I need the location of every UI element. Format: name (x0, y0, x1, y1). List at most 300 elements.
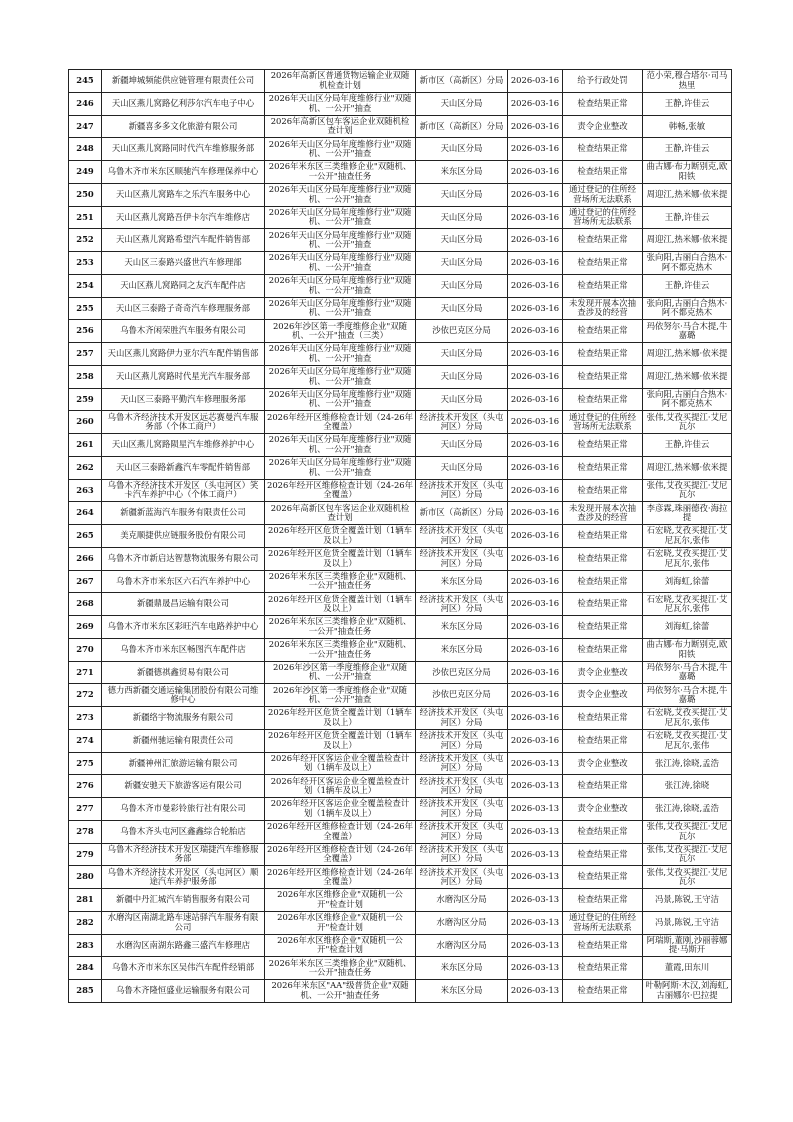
inspection-plan-cell: 2026年天山区分局年度维修行业"双随机、一公开"抽查 (265, 388, 416, 411)
department-cell: 经济技术开发区（头屯河区）分局 (416, 843, 508, 866)
inspection-date-cell: 2026-03-13 (508, 843, 563, 866)
inspection-date-cell: 2026-03-16 (508, 183, 563, 206)
table-row (69, 479, 732, 502)
inspectors-cell: 张伟,艾孜买提江·艾尼瓦尔 (643, 843, 732, 866)
inspectors-cell: 刘海虹,徐蕾 (643, 616, 732, 639)
inspectors-cell: 张伟,艾孜买提江·艾尼瓦尔 (643, 820, 732, 843)
table-row (69, 980, 732, 1003)
enterprise-name-cell: 天山区三泰路兴盛世汽车修理部 (102, 252, 265, 275)
inspection-plan-cell: 2026年经开区危货全覆盖计划（1辆车及以上） (265, 547, 416, 570)
inspection-date-cell: 2026-03-16 (508, 92, 563, 115)
inspectors-cell: 王静,许佳云 (643, 434, 732, 457)
inspection-result-cell: 给予行政处罚 (563, 70, 643, 93)
row-number-cell: 249 (69, 161, 102, 184)
enterprise-name-cell: 乌鲁木齐市米东区六石汽车养护中心 (102, 570, 265, 593)
enterprise-name-cell: 乌鲁木齐市米东区畅图汽车配件店 (102, 638, 265, 661)
row-number-cell: 270 (69, 638, 102, 661)
inspection-plan-cell: 2026年米东区三类维修企业"双随机、一公开"抽查任务 (265, 957, 416, 980)
enterprise-name-cell: 天山区燕儿窝路同之友汽车配件店 (102, 274, 265, 297)
inspection-date-cell: 2026-03-13 (508, 775, 563, 798)
department-cell: 天山区分局 (416, 183, 508, 206)
inspection-result-cell: 检查结果正常 (563, 570, 643, 593)
inspection-date-cell: 2026-03-16 (508, 707, 563, 730)
inspection-plan-cell: 2026年天山区分局年度维修行业"双随机、一公开"抽查 (265, 434, 416, 457)
enterprise-name-cell: 乌鲁木齐隆恒盛业运输服务有限公司 (102, 980, 265, 1003)
department-cell: 米东区分局 (416, 980, 508, 1003)
inspection-date-cell: 2026-03-16 (508, 229, 563, 252)
row-number-cell: 256 (69, 320, 102, 343)
department-cell: 经济技术开发区（头屯河区）分局 (416, 866, 508, 889)
inspection-plan-cell: 2026年米东区三类维修企业"双随机、一公开"抽查任务 (265, 570, 416, 593)
inspection-result-cell: 未发现开展本次抽查涉及的经营 (563, 297, 643, 320)
inspection-plan-cell: 2026年经开区客运企业全覆盖检查计划（1辆车及以上） (265, 775, 416, 798)
inspectors-cell: 冯景,陈锐,王守洁 (643, 889, 732, 912)
inspection-result-cell: 责令企业整改 (563, 684, 643, 707)
enterprise-name-cell: 乌鲁木齐经济技术开发区远芯赛曼汽车服务部（个体工商户） (102, 411, 265, 434)
inspection-plan-cell: 2026年经开区危货全覆盖计划（1辆车及以上） (265, 593, 416, 616)
row-number-cell: 248 (69, 138, 102, 161)
department-cell: 经济技术开发区（头屯河区）分局 (416, 707, 508, 730)
department-cell: 天山区分局 (416, 434, 508, 457)
inspection-date-cell: 2026-03-16 (508, 638, 563, 661)
enterprise-name-cell: 新疆喜多多文化旅游有限公司 (102, 115, 265, 138)
table-row (69, 388, 732, 411)
enterprise-name-cell: 乌鲁木齐经济技术开发区瑞捷汽车维修服务部 (102, 843, 265, 866)
inspectors-cell: 张江涛,徐晓,孟浩 (643, 752, 732, 775)
inspection-plan-cell: 2026年经开区危货全覆盖计划（1辆车及以上） (265, 525, 416, 548)
row-number-cell: 254 (69, 274, 102, 297)
enterprise-name-cell: 水磨沟区南湖东路鑫三盛汽车修理店 (102, 934, 265, 957)
table-row (69, 411, 732, 434)
inspection-result-cell: 检查结果正常 (563, 525, 643, 548)
inspection-result-cell: 责令企业整改 (563, 752, 643, 775)
inspectors-cell: 王静,许佳云 (643, 274, 732, 297)
inspection-result-cell: 检查结果正常 (563, 456, 643, 479)
row-number-cell: 268 (69, 593, 102, 616)
inspection-result-cell: 检查结果正常 (563, 957, 643, 980)
inspectors-cell: 张伟,艾孜买提江·艾尼瓦尔 (643, 866, 732, 889)
row-number-cell: 274 (69, 729, 102, 752)
department-cell: 经济技术开发区（头屯河区）分局 (416, 479, 508, 502)
inspectors-cell: 石宏晓,艾孜买提江·艾尼瓦尔,张伟 (643, 593, 732, 616)
inspection-result-cell: 检查结果正常 (563, 365, 643, 388)
inspection-result-cell: 检查结果正常 (563, 866, 643, 889)
table-row (69, 570, 732, 593)
inspection-result-cell: 检查结果正常 (563, 320, 643, 343)
inspectors-cell: 周迎江,热米娜·依米提 (643, 456, 732, 479)
inspection-plan-cell: 2026年天山区分局年度维修行业"双随机、一公开"抽查 (265, 456, 416, 479)
row-number-cell: 245 (69, 70, 102, 93)
inspection-plan-cell: 2026年天山区分局年度维修行业"双随机、一公开"抽查 (265, 343, 416, 366)
inspection-plan-cell: 2026年高新区包车客运企业双随机检查计划 (265, 502, 416, 525)
table-row (69, 729, 732, 752)
department-cell: 经济技术开发区（头屯河区）分局 (416, 729, 508, 752)
inspection-date-cell: 2026-03-16 (508, 161, 563, 184)
inspection-plan-cell: 2026年米东区三类维修企业"双随机、一公开"抽查任务 (265, 616, 416, 639)
inspection-date-cell: 2026-03-16 (508, 525, 563, 548)
enterprise-name-cell: 新疆中丹汇城汽车销售服务有限公司 (102, 889, 265, 912)
enterprise-name-cell: 乌鲁木齐市曼彩铃旅行社有限公司 (102, 798, 265, 821)
table-row (69, 206, 732, 229)
inspection-date-cell: 2026-03-13 (508, 980, 563, 1003)
inspection-result-cell: 检查结果正常 (563, 616, 643, 639)
inspection-plan-cell: 2026年水区维修企业"双随机一公开"检查计划 (265, 934, 416, 957)
enterprise-name-cell: 德力西新疆交通运输集团股份有限公司维修中心 (102, 684, 265, 707)
enterprise-name-cell: 天山区三泰路平勤汽车修理服务部 (102, 388, 265, 411)
enterprise-name-cell: 水磨沟区南湖北路车速站驿汽车服务有限公司 (102, 911, 265, 934)
inspection-plan-cell: 2026年天山区分局年度维修行业"双随机、一公开"抽查 (265, 92, 416, 115)
row-number-cell: 250 (69, 183, 102, 206)
enterprise-name-cell: 天山区燕儿窝路吾伊卡尔汽车维修店 (102, 206, 265, 229)
inspection-date-cell: 2026-03-16 (508, 479, 563, 502)
row-number-cell: 271 (69, 661, 102, 684)
inspectors-cell: 张向阳,古丽白合热木·阿不都克热木 (643, 388, 732, 411)
inspection-result-cell: 通过登记的住所经营场所无法联系 (563, 411, 643, 434)
department-cell: 经济技术开发区（头屯河区）分局 (416, 547, 508, 570)
enterprise-name-cell: 乌鲁木齐头屯河区鑫鑫综合轮胎店 (102, 820, 265, 843)
enterprise-name-cell: 天山区燕儿窝路希望汽车配件销售部 (102, 229, 265, 252)
inspection-plan-cell: 2026年水区维修企业"双随机一公开"检查计划 (265, 911, 416, 934)
row-number-cell: 247 (69, 115, 102, 138)
table-row (69, 820, 732, 843)
inspectors-cell: 张伟,艾孜买提江·艾尼瓦尔 (643, 479, 732, 502)
row-number-cell: 258 (69, 365, 102, 388)
inspection-result-cell: 检查结果正常 (563, 547, 643, 570)
enterprise-name-cell: 天山区三泰路子奇奇汽车修理服务部 (102, 297, 265, 320)
table-row (69, 593, 732, 616)
inspection-result-cell: 责令企业整改 (563, 798, 643, 821)
row-number-cell: 281 (69, 889, 102, 912)
inspection-plan-cell: 2026年天山区分局年度维修行业"双随机、一公开"抽查 (265, 365, 416, 388)
inspection-date-cell: 2026-03-16 (508, 456, 563, 479)
inspection-date-cell: 2026-03-13 (508, 798, 563, 821)
inspection-result-cell: 检查结果正常 (563, 92, 643, 115)
inspection-result-cell: 检查结果正常 (563, 729, 643, 752)
table-row (69, 320, 732, 343)
inspection-date-cell: 2026-03-16 (508, 502, 563, 525)
inspection-date-cell: 2026-03-16 (508, 434, 563, 457)
row-number-cell: 257 (69, 343, 102, 366)
table-row (69, 183, 732, 206)
inspection-plan-cell: 2026年经开区维修检查计划（24-26年全覆盖） (265, 843, 416, 866)
inspectors-cell: 周迎江,热米娜·依米提 (643, 229, 732, 252)
inspection-result-cell: 责令企业整改 (563, 661, 643, 684)
inspectors-cell: 张伟,艾孜买提江·艾尼瓦尔 (643, 411, 732, 434)
inspectors-cell: 周迎江,热米娜·依米提 (643, 365, 732, 388)
row-number-cell: 267 (69, 570, 102, 593)
inspection-date-cell: 2026-03-16 (508, 661, 563, 684)
table-row (69, 274, 732, 297)
department-cell: 经济技术开发区（头屯河区）分局 (416, 525, 508, 548)
enterprise-name-cell: 新疆德祺鑫贸易有限公司 (102, 661, 265, 684)
row-number-cell: 261 (69, 434, 102, 457)
department-cell: 天山区分局 (416, 229, 508, 252)
row-number-cell: 251 (69, 206, 102, 229)
inspection-result-cell: 检查结果正常 (563, 274, 643, 297)
table-row (69, 707, 732, 730)
inspection-plan-cell: 2026年经开区维修检查计划（24-26年全覆盖） (265, 411, 416, 434)
department-cell: 米东区分局 (416, 616, 508, 639)
table-row (69, 934, 732, 957)
inspectors-cell: 叶勒阿斯·木汉,刘海虹,古丽娜尔·巴拉提 (643, 980, 732, 1003)
department-cell: 沙依巴克区分局 (416, 684, 508, 707)
enterprise-name-cell: 天山区燕儿窝路时代星光汽车服务部 (102, 365, 265, 388)
row-number-cell: 260 (69, 411, 102, 434)
inspection-result-cell: 检查结果正常 (563, 343, 643, 366)
inspection-date-cell: 2026-03-13 (508, 889, 563, 912)
department-cell: 米东区分局 (416, 957, 508, 980)
inspection-plan-cell: 2026年经开区客运企业全覆盖检查计划（1辆车及以上） (265, 752, 416, 775)
inspectors-cell: 李彦霖,珠丽德孜·海拉提 (643, 502, 732, 525)
inspectors-cell: 玛依努尔·马合木提,牛嘉璐 (643, 684, 732, 707)
row-number-cell: 252 (69, 229, 102, 252)
table-row (69, 889, 732, 912)
table-row (69, 684, 732, 707)
inspection-plan-cell: 2026年经开区危货全覆盖计划（1辆车及以上） (265, 729, 416, 752)
inspectors-cell: 石宏晓,艾孜买提江·艾尼瓦尔,张伟 (643, 729, 732, 752)
inspection-result-cell: 通过登记的住所经营场所无法联系 (563, 183, 643, 206)
enterprise-name-cell: 天山区燕儿窝路车之乐汽车服务中心 (102, 183, 265, 206)
enterprise-name-cell: 新疆坤城频能供应链管理有限责任公司 (102, 70, 265, 93)
table-row (69, 775, 732, 798)
row-number-cell: 262 (69, 456, 102, 479)
row-number-cell: 269 (69, 616, 102, 639)
inspection-plan-cell: 2026年沙区第一季度维修企业"双随机、一公开"抽查 (265, 661, 416, 684)
inspectors-cell: 王静,许佳云 (643, 138, 732, 161)
row-number-cell: 278 (69, 820, 102, 843)
inspectors-cell: 玛依努尔·马合木提,牛嘉璐 (643, 661, 732, 684)
inspection-result-cell: 通过登记的住所经营场所无法联系 (563, 206, 643, 229)
inspection-plan-cell: 2026年经开区维修检查计划（24-26年全覆盖） (265, 479, 416, 502)
enterprise-name-cell: 乌鲁木齐经济技术开发区（头屯河区）笑卡汽车养护中心（个体工商户） (102, 479, 265, 502)
inspection-plan-cell: 2026年高新区普通货物运输企业双随机检查计划 (265, 70, 416, 93)
department-cell: 天山区分局 (416, 252, 508, 275)
inspection-result-cell: 检查结果正常 (563, 707, 643, 730)
inspection-result-cell: 检查结果正常 (563, 479, 643, 502)
inspectors-cell: 石宏晓,艾孜买提江·艾尼瓦尔,张伟 (643, 547, 732, 570)
inspection-plan-cell: 2026年天山区分局年度维修行业"双随机、一公开"抽查 (265, 297, 416, 320)
inspection-plan-cell: 2026年经开区维修检查计划（24-26年全覆盖） (265, 866, 416, 889)
table-row (69, 911, 732, 934)
inspection-result-cell: 检查结果正常 (563, 820, 643, 843)
enterprise-name-cell: 新疆络宇物流服务有限公司 (102, 707, 265, 730)
inspectors-cell: 石宏晓,艾孜买提江·艾尼瓦尔,张伟 (643, 525, 732, 548)
department-cell: 天山区分局 (416, 388, 508, 411)
row-number-cell: 282 (69, 911, 102, 934)
department-cell: 米东区分局 (416, 161, 508, 184)
inspection-date-cell: 2026-03-16 (508, 729, 563, 752)
inspection-date-cell: 2026-03-16 (508, 411, 563, 434)
inspection-date-cell: 2026-03-16 (508, 547, 563, 570)
inspectors-cell: 范小荣,穆合塔尔·司马热里 (643, 70, 732, 93)
row-number-cell: 263 (69, 479, 102, 502)
row-number-cell: 280 (69, 866, 102, 889)
row-number-cell: 272 (69, 684, 102, 707)
inspection-date-cell: 2026-03-16 (508, 616, 563, 639)
row-number-cell: 259 (69, 388, 102, 411)
department-cell: 水磨沟区分局 (416, 934, 508, 957)
department-cell: 天山区分局 (416, 138, 508, 161)
inspection-plan-cell: 2026年天山区分局年度维修行业"双随机、一公开"抽查 (265, 183, 416, 206)
department-cell: 经济技术开发区（头屯河区）分局 (416, 798, 508, 821)
inspection-result-cell: 检查结果正常 (563, 843, 643, 866)
enterprise-name-cell: 天山区燕儿窝路伊力亚尔汽车配件销售部 (102, 343, 265, 366)
inspection-result-cell: 检查结果正常 (563, 934, 643, 957)
inspection-result-cell: 检查结果正常 (563, 980, 643, 1003)
inspectors-cell: 阿瑞斯,董刚,沙丽蓉娜提·马斯开 (643, 934, 732, 957)
inspection-plan-cell: 2026年沙区第一季度维修企业"双随机、一公开"抽查 (265, 684, 416, 707)
inspection-plan-cell: 2026年天山区分局年度维修行业"双随机、一公开"抽查 (265, 229, 416, 252)
inspection-date-cell: 2026-03-13 (508, 866, 563, 889)
inspection-date-cell: 2026-03-16 (508, 365, 563, 388)
enterprise-name-cell: 新疆州驰运输有限责任公司 (102, 729, 265, 752)
inspection-plan-cell: 2026年经开区客运企业全覆盖检查计划（1辆车及以上） (265, 798, 416, 821)
enterprise-name-cell: 乌鲁木齐市米东区彩旺汽车电路养护中心 (102, 616, 265, 639)
table-row (69, 297, 732, 320)
department-cell: 米东区分局 (416, 570, 508, 593)
inspectors-cell: 周迎江,热米娜·依米提 (643, 183, 732, 206)
inspectors-cell: 张江涛,徐晓 (643, 775, 732, 798)
enterprise-name-cell: 乌鲁木齐经济技术开发区（头屯河区）顺途汽车养护服务部 (102, 866, 265, 889)
enterprise-name-cell: 乌鲁木齐市米东区吴伟汽车配件经销部 (102, 957, 265, 980)
inspectors-cell: 周迎江,热米娜·依米提 (643, 343, 732, 366)
department-cell: 天山区分局 (416, 206, 508, 229)
table-row (69, 661, 732, 684)
enterprise-name-cell: 乌鲁木齐闲荣胜汽车服务有限公司 (102, 320, 265, 343)
row-number-cell: 273 (69, 707, 102, 730)
department-cell: 沙依巴克区分局 (416, 320, 508, 343)
enterprise-name-cell: 乌鲁木齐市米东区顺驰汽车修理保养中心 (102, 161, 265, 184)
inspection-plan-cell: 2026年水区维修企业"双随机一公开"检查计划 (265, 889, 416, 912)
row-number-cell: 275 (69, 752, 102, 775)
enterprise-name-cell: 新疆新蓝海汽车服务有限责任公司 (102, 502, 265, 525)
inspection-plan-cell: 2026年天山区分局年度维修行业"双随机、一公开"抽查 (265, 274, 416, 297)
inspectors-cell: 曲古娜·布力断别克,欧阳铁 (643, 638, 732, 661)
inspection-result-cell: 检查结果正常 (563, 889, 643, 912)
inspection-date-cell: 2026-03-16 (508, 570, 563, 593)
inspection-result-cell: 检查结果正常 (563, 138, 643, 161)
department-cell: 经济技术开发区（头屯河区）分局 (416, 593, 508, 616)
department-cell: 天山区分局 (416, 297, 508, 320)
inspection-date-cell: 2026-03-13 (508, 934, 563, 957)
inspection-plan-cell: 2026年经开区维修检查计划（24-26年全覆盖） (265, 820, 416, 843)
department-cell: 天山区分局 (416, 365, 508, 388)
department-cell: 经济技术开发区（头屯河区）分局 (416, 752, 508, 775)
inspection-date-cell: 2026-03-16 (508, 274, 563, 297)
inspectors-cell: 玛依努尔·马合木提,牛嘉璐 (643, 320, 732, 343)
inspection-plan-cell: 2026年天山区分局年度维修行业"双随机、一公开"抽查 (265, 252, 416, 275)
inspectors-cell: 张向阳,古丽白合热木·阿不都克热木 (643, 297, 732, 320)
inspection-date-cell: 2026-03-16 (508, 297, 563, 320)
department-cell: 沙依巴克区分局 (416, 661, 508, 684)
department-cell: 天山区分局 (416, 92, 508, 115)
table-row (69, 252, 732, 275)
inspection-result-cell: 通过登记的住所经营场所无法联系 (563, 911, 643, 934)
table-row (69, 547, 732, 570)
inspection-plan-cell: 2026年经开区危货全覆盖计划（1辆车及以上） (265, 707, 416, 730)
row-number-cell: 264 (69, 502, 102, 525)
table-row (69, 843, 732, 866)
enterprise-name-cell: 天山区燕儿窝路陨星汽车维修养护中心 (102, 434, 265, 457)
inspection-result-cell: 责令企业整改 (563, 115, 643, 138)
inspection-date-cell: 2026-03-16 (508, 252, 563, 275)
inspection-date-cell: 2026-03-13 (508, 957, 563, 980)
inspectors-cell: 董霞,田东川 (643, 957, 732, 980)
enterprise-name-cell: 新疆神州汇旅游运输有限公司 (102, 752, 265, 775)
inspection-date-cell: 2026-03-16 (508, 343, 563, 366)
enterprise-name-cell: 新疆鼎晟昌运输有限公司 (102, 593, 265, 616)
row-number-cell: 276 (69, 775, 102, 798)
enterprise-name-cell: 乌鲁木齐市新启达智慧物流服务有限公司 (102, 547, 265, 570)
row-number-cell: 284 (69, 957, 102, 980)
enterprise-name-cell: 天山区燕儿窝路同时代汽车维修服务部 (102, 138, 265, 161)
inspection-plan-cell: 2026年米东区三类维修企业"双随机、一公开"抽查任务 (265, 638, 416, 661)
table-row (69, 752, 732, 775)
inspection-result-cell: 检查结果正常 (563, 775, 643, 798)
enterprise-name-cell: 天山区燕儿窝路亿利莎尔汽车电子中心 (102, 92, 265, 115)
department-cell: 水磨沟区分局 (416, 911, 508, 934)
department-cell: 米东区分局 (416, 638, 508, 661)
inspection-date-cell: 2026-03-16 (508, 70, 563, 93)
inspection-date-cell: 2026-03-16 (508, 206, 563, 229)
inspection-date-cell: 2026-03-13 (508, 752, 563, 775)
table-row (69, 229, 732, 252)
inspection-plan-cell: 2026年高新区包车客运企业双随机检查计划 (265, 115, 416, 138)
inspectors-cell: 张向阳,古丽白合热木·阿不都克热木 (643, 252, 732, 275)
department-cell: 经济技术开发区（头屯河区）分局 (416, 775, 508, 798)
inspectors-cell: 韩畅,张敏 (643, 115, 732, 138)
inspectors-cell: 张江涛,徐晓,孟浩 (643, 798, 732, 821)
table-row (69, 502, 732, 525)
inspectors-cell: 王静,许佳云 (643, 206, 732, 229)
table-row (69, 365, 732, 388)
table-row (69, 616, 732, 639)
row-number-cell: 255 (69, 297, 102, 320)
row-number-cell: 253 (69, 252, 102, 275)
inspection-result-cell: 检查结果正常 (563, 229, 643, 252)
inspection-plan-cell: 2026年米东区"AA"级普货企业"双随机、一公开"抽查任务 (265, 980, 416, 1003)
inspection-date-cell: 2026-03-16 (508, 115, 563, 138)
inspectors-cell: 王静,许佳云 (643, 92, 732, 115)
row-number-cell: 285 (69, 980, 102, 1003)
inspection-result-cell: 检查结果正常 (563, 252, 643, 275)
row-number-cell: 266 (69, 547, 102, 570)
table-row (69, 138, 732, 161)
inspection-results-table (68, 69, 732, 1003)
department-cell: 经济技术开发区（头屯河区）分局 (416, 820, 508, 843)
table-row (69, 161, 732, 184)
inspection-date-cell: 2026-03-16 (508, 684, 563, 707)
inspection-result-cell: 未发现开展本次抽查涉及的经营 (563, 502, 643, 525)
table-body (69, 70, 732, 1003)
table-row (69, 434, 732, 457)
enterprise-name-cell: 美克顺捷供应链服务股份有限公司 (102, 525, 265, 548)
inspection-result-cell: 检查结果正常 (563, 593, 643, 616)
table-row (69, 115, 732, 138)
inspection-date-cell: 2026-03-16 (508, 388, 563, 411)
inspection-date-cell: 2026-03-16 (508, 320, 563, 343)
inspection-plan-cell: 2026年沙区第一季度维修企业"双随机、一公开"抽查（三类） (265, 320, 416, 343)
inspectors-cell: 石宏晓,艾孜买提江·艾尼瓦尔,张伟 (643, 707, 732, 730)
row-number-cell: 277 (69, 798, 102, 821)
table-row (69, 525, 732, 548)
table-row (69, 92, 732, 115)
inspection-date-cell: 2026-03-13 (508, 911, 563, 934)
department-cell: 天山区分局 (416, 343, 508, 366)
inspection-date-cell: 2026-03-16 (508, 593, 563, 616)
inspection-plan-cell: 2026年米东区三类维修企业"双随机、一公开"抽查任务 (265, 161, 416, 184)
table-row (69, 456, 732, 479)
